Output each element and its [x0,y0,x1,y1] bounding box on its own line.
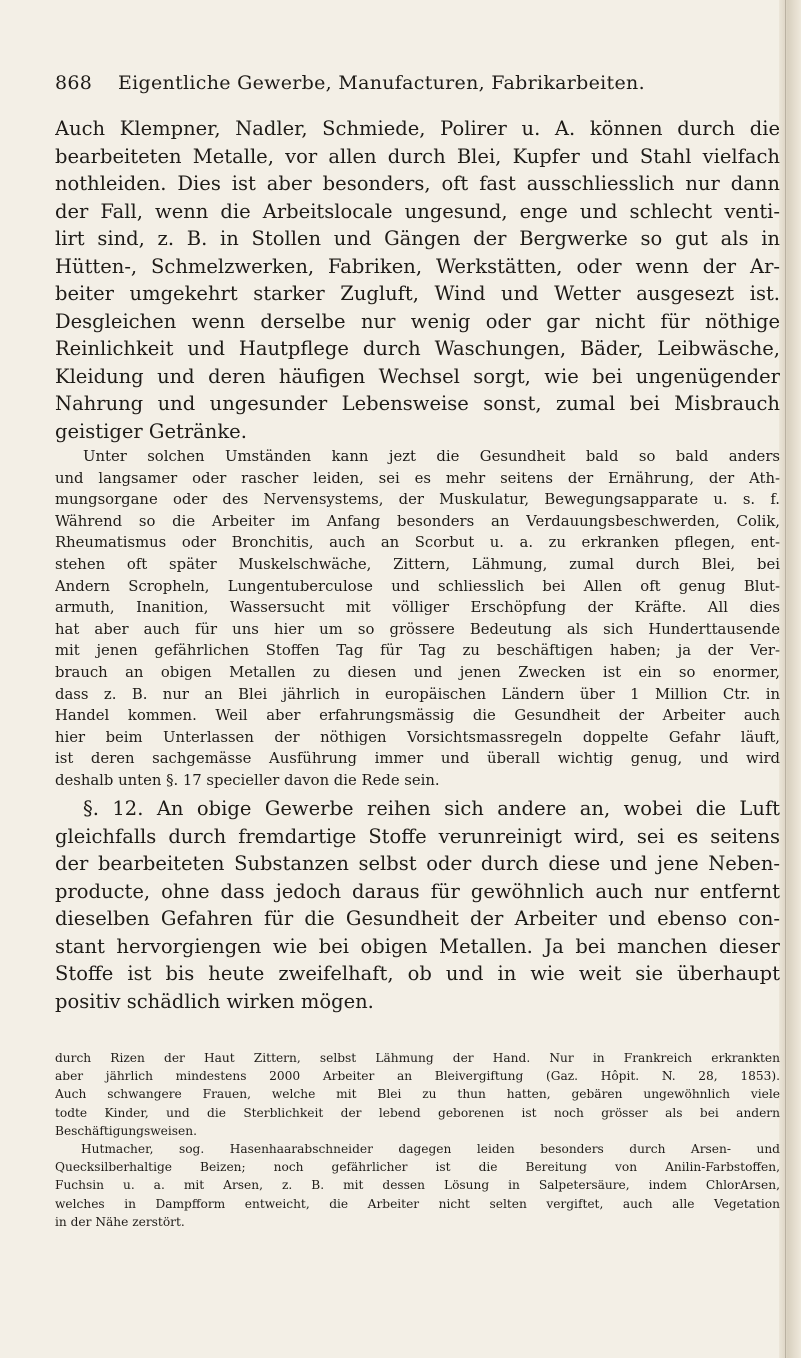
text-line: beiter umgekehrt starker Zugluft, Wind und Wetter ausgesezt ist. [55,282,780,305]
paragraph-small-print [55,446,780,792]
text-line: Handel kommen. Weil aber erfahrungsmässig die Gesundheit der Arbeiter auch [55,707,780,725]
text-line: ist deren sachgemässe Ausführung immer und überall wichtig genug, und wird [55,750,780,768]
text-line: Beschäftigungsweisen. [55,1123,197,1138]
text-line: Stoffe ist bis heute zweifelhaft, ob und in wie weit sie überhaupt [55,962,780,985]
text-line: der Fall, wenn die Arbeitslocale ungesund, enge und schlecht venti- [55,199,780,223]
page-edge-shadow [779,0,801,1358]
text-line: dieselben Gefahren für die Gesundheit der Arbeiter und ebenso con- [55,907,780,930]
text-line: in der Nähe zerstört. [55,1214,185,1229]
text-line: bearbeiteten Metalle, vor allen durch Blei, Kupfer und Stahl vielfach [55,144,780,168]
text-line: lirt sind, z. B. in Stollen und Gängen der Bergwerke so gut als in [55,227,780,250]
text-line: todte Kinder, und die Sterblichkeit der lebend geborenen ist noch grösser als bei andern [55,1105,780,1120]
text-line: Auch schwangere Frauen, welche mit Blei zu thun hatten, gebären ungewöhnlich viele [55,1087,780,1102]
page-number: 868 [55,72,93,94]
text-line: Kleidung und deren häufigen Wechsel sorgt, wie bei ungenügender [55,364,780,388]
page-gutter-line [785,0,786,1358]
text-line: Während so die Arbeiter im Anfang besonders an Verdauungsbeschwerden, Colik, [55,512,780,530]
running-title: Eigentliche Gewerbe, Manufacturen, Fabrikarbeiten. [118,72,645,94]
text-line: Fuchsin u. a. mit Arsen, z. B. mit dessen Lösung in Salpetersäure, indem ChlorArsen, [55,1178,780,1193]
text-line: mit jenen gefährlichen Stoffen Tag für Tag zu beschäftigen haben; ja der Ver- [55,642,780,660]
text-line: der bearbeiteten Substanzen selbst oder durch diese und jene Neben- [55,852,780,875]
text-line: Quecksilberhaltige Beizen; noch gefährlicher ist die Bereitung von Anilin-Farbstoffen, [55,1160,780,1175]
text-line: Andern Scropheln, Lungentuberculose und schliesslich bei Allen oft genug Blut- [55,577,780,595]
text-line: Nahrung und ungesunder Lebensweise sonst, zumal bei Misbrauch [55,392,780,415]
text-line: durch Rizen der Haut Zittern, selbst Lähmung der Hand. Nur in Frankreich erkrankten [55,1051,780,1065]
text-line: mungsorgane oder des Nervensystems, der Muskulatur, Bewegungsapparate u. s. f. [55,491,780,509]
text-line: stehen oft später Muskelschwäche, Zittern, Lähmung, zumal durch Blei, bei [55,555,780,573]
text-line: aber jährlich mindestens 2000 Arbeiter an Bleivergiftung (Gaz. Hôpit. N. 28, 1853). [55,1069,780,1084]
text-line: hier beim Unterlassen der nöthigen Vorsichtsmassregeln doppelte Gefahr läuft, [55,728,780,746]
text-line: §. 12. An obige Gewerbe reihen sich andere an, wobei die Luft [83,797,780,820]
text-line: hat aber auch für uns hier um so grössere Bedeutung als sich Hunderttausende [55,620,780,638]
paragraph-main-1 [55,115,780,445]
text-line: stant hervorgiengen wie bei obigen Metallen. Ja bei manchen dieser [55,934,780,958]
paragraph-section-12 [55,795,780,1015]
text-line: Unter solchen Umständen kann jezt die Gesundheit bald so bald anders [83,448,780,465]
text-line: Desgleichen wenn derselbe nur wenig oder gar nicht für nöthige [55,309,780,333]
text-line: dass z. B. nur an Blei jährlich in europäischen Ländern über 1 Million Ctr. in [55,685,780,703]
text-line: Hutmacher, sog. Hasenhaarabschneider dagegen leiden besonders durch Arsen- und [81,1141,780,1156]
footnote [55,1049,780,1231]
text-line: deshalb unten §. 17 specieller davon die Rede sein. [55,771,440,789]
text-line: Hütten-, Schmelzwerken, Fabriken, Werkstätten, oder wenn der Ar- [55,254,780,278]
running-header [55,72,645,94]
text-line: Auch Klempner, Nadler, Schmiede, Polirer u. A. können durch die [55,117,780,140]
text-line: Rheumatismus oder Bronchitis, auch an Scorbut u. a. zu erkranken pflegen, ent- [55,534,780,552]
text-line: und langsamer oder rascher leiden, sei es mehr seitens der Ernährung, der Ath- [55,469,780,487]
text-line: gleichfalls durch fremdartige Stoffe verunreinigt wird, sei es seitens [55,824,780,848]
text-line: geistiger Getränke. [55,419,247,443]
text-line: nothleiden. Dies ist aber besonders, oft fast ausschliesslich nur dann [55,172,780,195]
text-line: producte, ohne dass jedoch daraus für gewöhnlich auch nur entfernt [55,879,780,903]
text-line: welches in Dampfform entweicht, die Arbeiter nicht selten vergiftet, auch alle Vegetation [55,1196,780,1211]
text-line: positiv schädlich wirken mögen. [55,989,374,1013]
text-line: armuth, Inanition, Wassersucht mit völliger Erschöpfung der Kräfte. All dies [55,599,780,617]
text-line: brauch an obigen Metallen zu diesen und jenen Zwecken ist ein so enormer, [55,663,780,681]
text-line: Reinlichkeit und Hautpflege durch Waschungen, Bäder, Leibwäsche, [55,337,780,360]
